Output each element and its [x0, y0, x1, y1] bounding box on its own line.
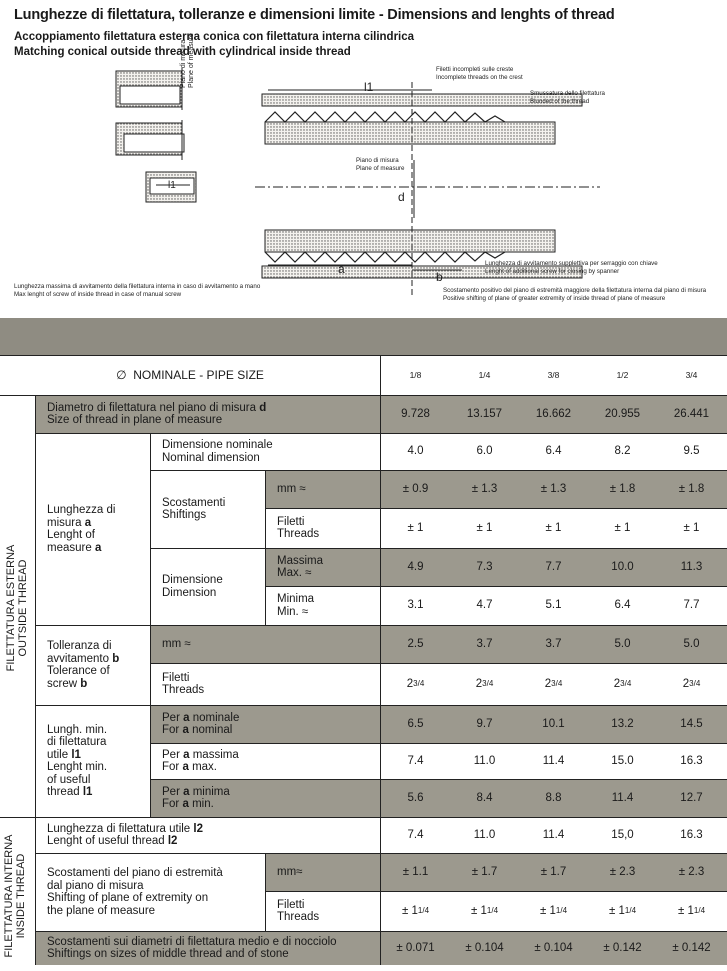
subtitle-italian: Accoppiamento filettatura esterna conica con filettatura interna cilindrica [14, 31, 415, 43]
inside-thread-side-label: FILETTATURA INTERNA INSIDE THREAD [3, 834, 27, 958]
tolerance-thread-value: 2 3/4 [406, 677, 425, 690]
value-cell: 5.0 [614, 637, 631, 650]
per-min-row: Per a minima For a min. [150, 779, 727, 817]
page-title: Lunghezze di filettatura, tolleranze e dimensioni limite - Dimensions and lenghts of thread [14, 7, 615, 23]
value-cell: 5.1 [545, 599, 562, 612]
value-cell: 1/2 [616, 369, 629, 380]
value-cell: ± 0.071 [396, 941, 435, 954]
value-cell: 4.9 [407, 560, 424, 573]
value-cell: 7.4 [407, 828, 424, 841]
value-cell: 3.7 [545, 637, 562, 650]
value-cell: 7.3 [476, 560, 493, 573]
small-sketch-mid [116, 120, 184, 160]
value-cell: ± 1.7 [471, 865, 498, 878]
value-cell: 26.441 [673, 407, 710, 420]
value-cell: 6.4 [614, 599, 631, 612]
value-cell: 6.5 [407, 717, 424, 730]
diameter-shift-row: Scostamenti sui diametri di filettatura medio e di nocciolo Shiftings on sizes of middle thread and of stone [35, 931, 727, 965]
value-cell: ± 1 [614, 521, 631, 534]
value-cell: ± 0.9 [402, 482, 429, 495]
tolerance-threads-label: Filetti Threads [162, 671, 205, 696]
dim-d-label: d [398, 190, 405, 204]
value-cell: 7.4 [407, 754, 424, 767]
note-positive-shifting: Scostamento positivo del piano di estremità maggiore della filettatura interna dal piano di misura Positive shifting of plane of greater extremity of inside thread of plane of measure [443, 287, 707, 302]
tolerance-label: Tolleranza di avvitamento b Tolerance of screw b [47, 640, 120, 690]
shift-mm-row: mm ≈ [265, 470, 727, 508]
min-label: Minima Min. ≈ [277, 593, 315, 618]
dim-b-label: b [436, 270, 443, 284]
value-cell: 16.3 [680, 828, 703, 841]
tolerance-thread-value: 2 3/4 [682, 677, 701, 690]
extremity-thread-value: ± 1 1/4 [677, 904, 706, 917]
shiftings-label: Scostamenti Shiftings [162, 496, 226, 521]
extremity-mm-row: mm≈ [265, 853, 727, 891]
dim-a-label: a [338, 262, 345, 276]
extremity-thread-value: ± 1 1/4 [608, 904, 637, 917]
value-cell: 9.728 [401, 407, 430, 420]
extremity-thread-value: ± 1 1/4 [470, 904, 499, 917]
value-cell: 4.7 [476, 599, 493, 612]
value-cell: ± 2.3 [678, 865, 705, 878]
per-max-label: Per a massima For a max. [162, 748, 239, 773]
value-cell: ± 1.8 [609, 482, 636, 495]
value-cell: ± 1.3 [471, 482, 498, 495]
note-plane-of-measure: Piano di misura Plane of measure [356, 157, 405, 172]
value-cell: 7.7 [683, 599, 700, 612]
extremity-shift-label: Scostamenti del piano di estremità dal piano di misura Shifting of plane of extremity on the plane of measure [47, 867, 223, 917]
table-top-band [0, 318, 727, 355]
value-cell: 8.8 [545, 791, 562, 804]
value-cell: 14.5 [680, 717, 703, 730]
shift-threads-label: Filetti Threads [277, 515, 320, 540]
value-cell: 10.1 [542, 717, 565, 730]
value-cell: 7.7 [545, 560, 562, 573]
value-cell: 3/8 [547, 369, 560, 380]
value-cell: ± 1 [476, 521, 493, 534]
value-cell: 3/4 [685, 369, 698, 380]
value-cell: 11.4 [611, 791, 634, 804]
value-cell: 3.1 [407, 599, 424, 612]
value-cell: ± 1 [407, 521, 424, 534]
note-additional-screw: Lunghezza di avvitamento supplettiva per serraggio con chiave Lenght of additional screw for closing by spanner [485, 260, 658, 275]
pipe-size-header: ∅ NOMINALE - PIPE SIZE [116, 367, 264, 382]
value-cell: 5.6 [407, 791, 424, 804]
value-cell: 15,0 [611, 828, 634, 841]
value-cell: ± 1.8 [678, 482, 705, 495]
value-cell: 16.662 [535, 407, 572, 420]
value-cell: ± 2.3 [609, 865, 636, 878]
value-cell: 12.7 [680, 791, 703, 804]
per-nominal-row: Per a nominale For a nominal [150, 705, 727, 743]
value-cell: 8.2 [614, 445, 631, 458]
value-cell: 10.0 [611, 560, 634, 573]
value-cell: 11.3 [680, 560, 703, 573]
note-incomplete-threads: Filetti incompleti sulle creste Incomplete threads on the crest [436, 66, 523, 81]
value-cell: 11.4 [542, 754, 565, 767]
useful-l2-label: Lunghezza di filettatura utile l2 Lenght of useful thread l2 [47, 822, 204, 847]
extremity-thread-value: ± 1 1/4 [401, 904, 430, 917]
measure-length-label: Lunghezza di misura a Lenght of measure a [47, 504, 116, 554]
nominal-dimension-label: Dimensione nominale Nominal dimension [162, 439, 273, 464]
value-cell: 1/8 [409, 369, 422, 380]
value-cell: ± 1 [683, 521, 700, 534]
value-cell: 13.157 [466, 407, 503, 420]
value-cell: 2.5 [407, 637, 424, 650]
value-cell: ± 0.104 [465, 941, 504, 954]
value-cell: 6.0 [476, 445, 493, 458]
value-cell: 8.4 [476, 791, 493, 804]
value-cell: 4.0 [407, 445, 424, 458]
tolerance-thread-value: 2 3/4 [475, 677, 494, 690]
value-cell: ± 1.3 [540, 482, 567, 495]
value-cell: 3.7 [476, 637, 493, 650]
value-cell: 11.0 [473, 754, 496, 767]
value-cell: 13.2 [611, 717, 634, 730]
note-max-screw-length: Lunghezza massima di avvitamento della filettatura interna in caso di avvitamento a mano Max lenght of screw of inside thread in case of manual screw [14, 283, 261, 298]
small-sketch-top [116, 68, 182, 110]
subtitle-english: Matching conical outside thread with cylindrical inside thread [14, 46, 351, 58]
value-cell: 9.7 [476, 717, 493, 730]
value-cell: 1/4 [478, 369, 491, 380]
dim-l1-label: l1 [364, 80, 374, 94]
tolerance-thread-value: 2 3/4 [613, 677, 632, 690]
extremity-threads-label: Filetti Threads [277, 898, 320, 923]
value-cell: 16.3 [680, 754, 703, 767]
value-cell: 11.0 [473, 828, 496, 841]
tolerance-mm-row: mm ≈ [150, 625, 727, 663]
value-cell: 20.955 [604, 407, 641, 420]
value-cell: ± 0.142 [603, 941, 642, 954]
value-cell: ± 1.1 [402, 865, 429, 878]
value-cell: ± 1.7 [540, 865, 567, 878]
note-blunted-thread: Smussatura dello filettatura Blunded of the thread [530, 90, 605, 105]
value-cell: ± 0.104 [534, 941, 573, 954]
value-cell: 11.4 [542, 828, 565, 841]
value-cell: ± 1 [545, 521, 562, 534]
dimension-label: Dimensione Dimension [162, 574, 223, 599]
value-cell: 5.0 [683, 637, 700, 650]
small-l1-label: l1 [168, 180, 176, 191]
extremity-thread-value: ± 1 1/4 [539, 904, 568, 917]
outside-thread-side-label: FILETTATURA ESTERNA OUTSIDE THREAD [5, 544, 29, 672]
max-row: Massima Max. ≈ [265, 548, 727, 586]
useful-length-label: Lungh. min. di filettatura utile l1 Lenght min. of useful thread l1 [47, 723, 108, 798]
value-cell: 6.4 [545, 445, 562, 458]
value-cell: 15.0 [611, 754, 634, 767]
diameter-label: Diametro di filettatura nel piano di misura d Size of thread in plane of measure [35, 395, 380, 433]
small-plane-of-measure: Piano di misura Plane of measure [180, 33, 195, 88]
tolerance-thread-value: 2 3/4 [544, 677, 563, 690]
value-cell: 9.5 [683, 445, 700, 458]
value-cell: ± 0.142 [672, 941, 711, 954]
